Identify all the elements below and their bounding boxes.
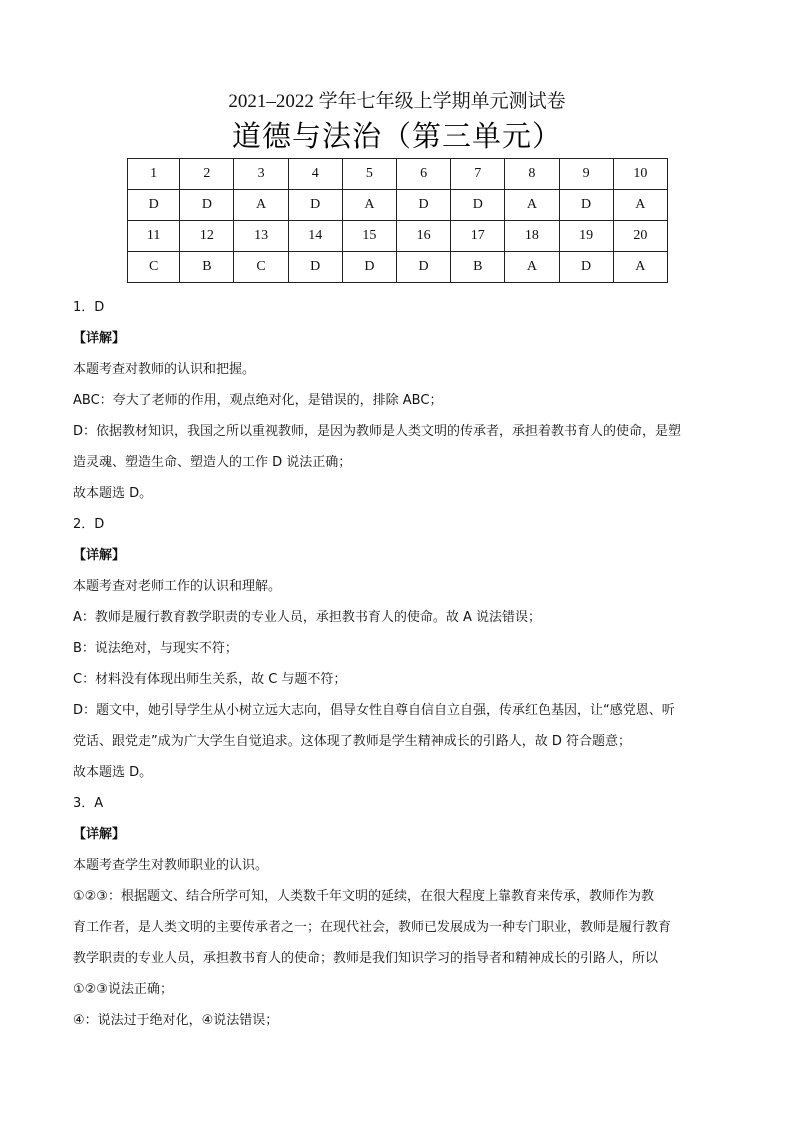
explanation-line: ABC：夸大了老师的作用，观点绝对化，是错误的，排除 ABC；	[73, 393, 443, 408]
explanation-line: C：材料没有体现出师生关系，故 C 与题不符；	[73, 672, 347, 687]
explanations	[73, 292, 723, 1036]
answer-cell: D	[451, 190, 505, 221]
explanation-line: 故本题选 D。	[73, 765, 153, 780]
answer-cell: D	[397, 190, 451, 221]
answer-cell: D	[128, 190, 180, 221]
answer-cell: C	[128, 252, 180, 283]
explanation-line: 教学职责的专业人员，承担教书育人的使命；教师是我们知识学习的指导者和精神成长的引路人，所以	[73, 951, 659, 966]
exam-title: 道德与法治（第三单元）	[231, 119, 562, 153]
answer-cell: A	[342, 190, 396, 221]
detail-label: 【详解】	[73, 548, 126, 563]
answer-cell: 8	[505, 159, 559, 190]
answer-cell: 13	[234, 221, 288, 252]
explanation-line: ①②③：根据题文、结合所学可知，人类数千年文明的延续，在很大程度上靠教育来传承，教师作为教	[73, 889, 654, 904]
answer-number-row	[128, 159, 668, 190]
answer-table	[127, 158, 668, 283]
answer-cell: 4	[288, 159, 342, 190]
answer-cell: D	[397, 252, 451, 283]
answer-cell: 5	[342, 159, 396, 190]
answer-cell: B	[180, 252, 234, 283]
question-explanation	[73, 788, 723, 1036]
answer-cell: D	[288, 252, 342, 283]
answer-cell: 16	[397, 221, 451, 252]
answer-cell: 6	[397, 159, 451, 190]
answer-cell: 18	[505, 221, 559, 252]
question-number: 1．D	[73, 300, 105, 315]
answer-cell: A	[613, 252, 667, 283]
answer-cell: 3	[234, 159, 288, 190]
explanation-line: 本题考查学生对教师职业的认识。	[73, 858, 269, 873]
answer-cell: 17	[451, 221, 505, 252]
answer-letter-row	[128, 190, 668, 221]
explanation-line: A：教师是履行教育教学职责的专业人员，承担教书育人的使命。故 A 说法错误；	[73, 610, 542, 625]
explanation-line: 本题考查对教师的认识和把握。	[73, 362, 256, 377]
explanation-line: 造灵魂、塑造生命、塑造人的工作 D 说法正确；	[73, 455, 352, 470]
detail-label: 【详解】	[73, 827, 126, 842]
answer-cell: 14	[288, 221, 342, 252]
answer-cell: 2	[180, 159, 234, 190]
answer-cell: A	[505, 190, 559, 221]
answer-cell: 7	[451, 159, 505, 190]
explanation-line: D：题文中，她引导学生从小树立远大志向，倡导女性自尊自信自立自强，传承红色基因，让“感党恩、听	[73, 703, 675, 718]
explanation-line: 故本题选 D。	[73, 486, 153, 501]
answer-cell: D	[180, 190, 234, 221]
detail-label: 【详解】	[73, 331, 126, 346]
answer-cell: D	[288, 190, 342, 221]
answer-cell: 10	[613, 159, 667, 190]
exam-subtitle: 2021–2022 学年七年级上学期单元测试卷	[228, 91, 566, 112]
answer-cell: D	[559, 190, 613, 221]
explanation-line: D：依据教材知识，我国之所以重视教师，是因为教师是人类文明的传承者，承担着教书育人的使命，是塑	[73, 424, 682, 439]
answer-cell: 12	[180, 221, 234, 252]
answer-number-row	[128, 221, 668, 252]
explanation-line: 育工作者，是人类文明的主要传承者之一；在现代社会，教师已发展成为一种专门职业，教师是履行教育	[73, 920, 672, 935]
question-number: 3．A	[73, 796, 104, 811]
explanation-line: 党话、跟党走”成为广大学生自觉追求。这体现了教师是学生精神成长的引路人，故 D 符合题意；	[73, 734, 632, 749]
explanation-line: B：说法绝对，与现实不符；	[73, 641, 238, 656]
question-number: 2．D	[73, 517, 105, 532]
answer-cell: A	[234, 190, 288, 221]
answer-cell: 11	[128, 221, 180, 252]
answer-cell: D	[342, 252, 396, 283]
answer-cell: D	[559, 252, 613, 283]
answer-cell: A	[613, 190, 667, 221]
question-explanation	[73, 509, 723, 788]
answer-cell: C	[234, 252, 288, 283]
explanation-line: ①②③说法正确；	[73, 982, 173, 997]
question-explanation	[73, 292, 723, 509]
answer-cell: A	[505, 252, 559, 283]
answer-cell: 20	[613, 221, 667, 252]
answer-cell: 1	[128, 159, 180, 190]
answer-cell: 9	[559, 159, 613, 190]
explanation-line: ④：说法过于绝对化，④说法错误；	[73, 1013, 279, 1028]
answer-letter-row	[128, 252, 668, 283]
answer-cell: B	[451, 252, 505, 283]
answer-cell: 19	[559, 221, 613, 252]
explanation-line: 本题考查对老师工作的认识和理解。	[73, 579, 282, 594]
answer-cell: 15	[342, 221, 396, 252]
